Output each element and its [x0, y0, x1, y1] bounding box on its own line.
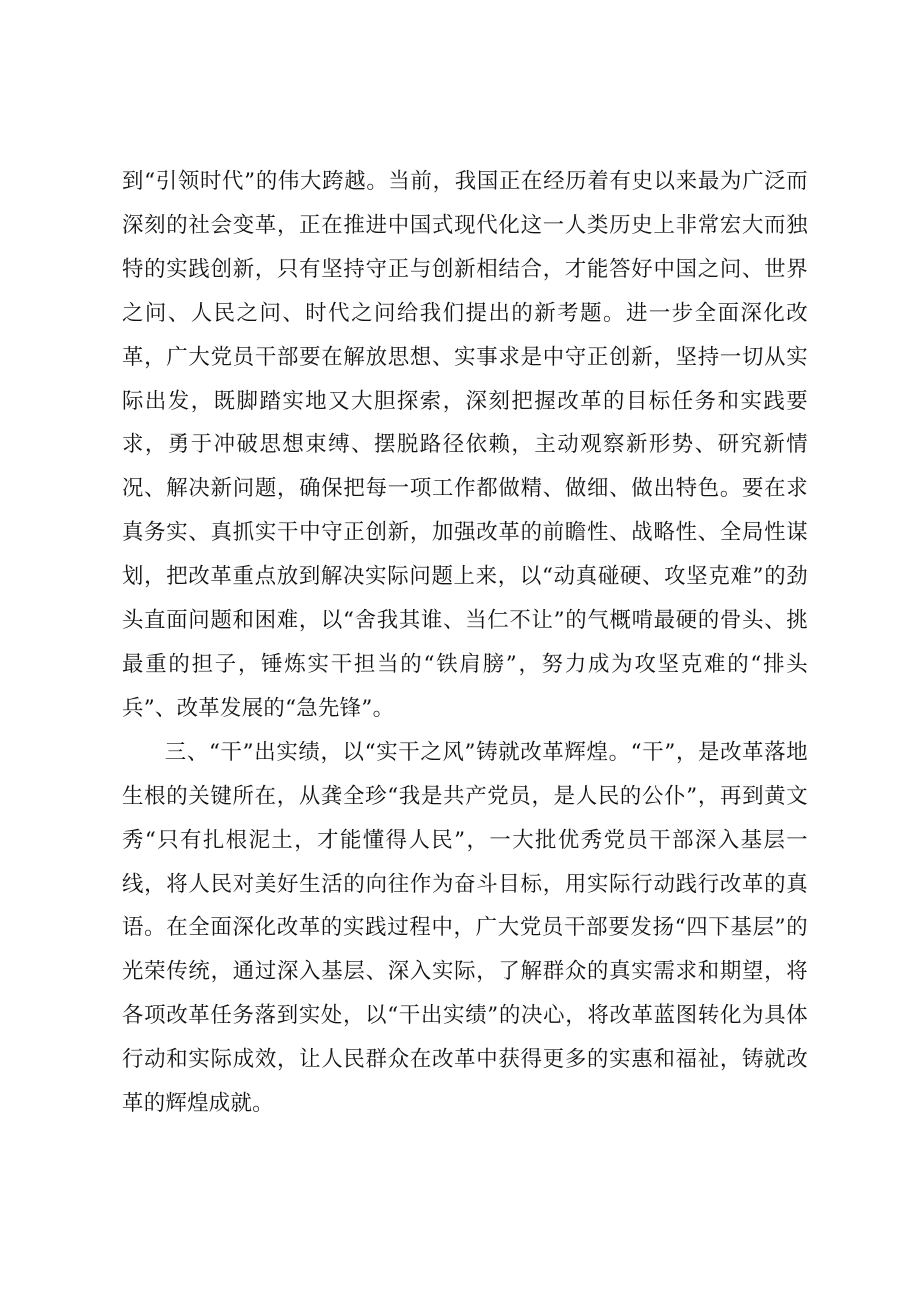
paragraph-continued: 到“引领时代”的伟大跨越。当前，我国正在经历着有史以来最为广泛而深刻的社会变革，正在推进中国式现代化这一人类历史上非常宏大而独特的实践创新，只有坚持守正与创新相结合，才能答好中国之问、世界之问、人民之问、时代之问给我们提出的新考题。进一步全面深化改革，广大党员干部要在解放思想、实事求是中守正创新，坚持一切从实际出发，既脚踏实地又大胆探索，深刻把握改革的目标任务和实践要求，勇于冲破思想束缚、摆脱路径依赖，主动观察新形势、研究新情况、解决新问题，确保把每一项工作都做精、做细、做出特色。要在求真务实、真抓实干中守正创新，加强改革的前瞻性、战略性、全局性谋划，把改革重点放到解决实际问题上来，以“动真碰硬、攻坚克难”的劲头直面问题和困难，以“舍我其谁、当仁不让”的气概啃最硬的骨头、挑最重的担子，锤炼实干担当的“铁肩膀”，努力成为攻坚克难的“排头兵”、改革发展的“急先锋”。: [122, 169, 808, 721]
body-text: [122, 160, 808, 1126]
paragraph-section-three: 三、“干”出实绩，以“实干之风”铸就改革辉煌。“干”，是改革落地生根的关键所在，从龚全珍“我是共产党员，是人民的公仆”，再到黄文秀“只有扎根泥土，才能懂得人民”，一大批优秀党员干部深入基层一线，将人民对美好生活的向往作为奋斗目标，用实际行动践行改革的真语。在全面深化改革的实践过程中，广大党员干部要发扬“四下基层”的光荣传统，通过深入基层、深入实际，了解群众的真实需求和期望，将各项改革任务落到实处，以“干出实绩”的决心，将改革蓝图转化为具体行动和实际成效，让人民群众在改革中获得更多的实惠和福祉，铸就改革的辉煌成就。: [122, 739, 808, 1117]
